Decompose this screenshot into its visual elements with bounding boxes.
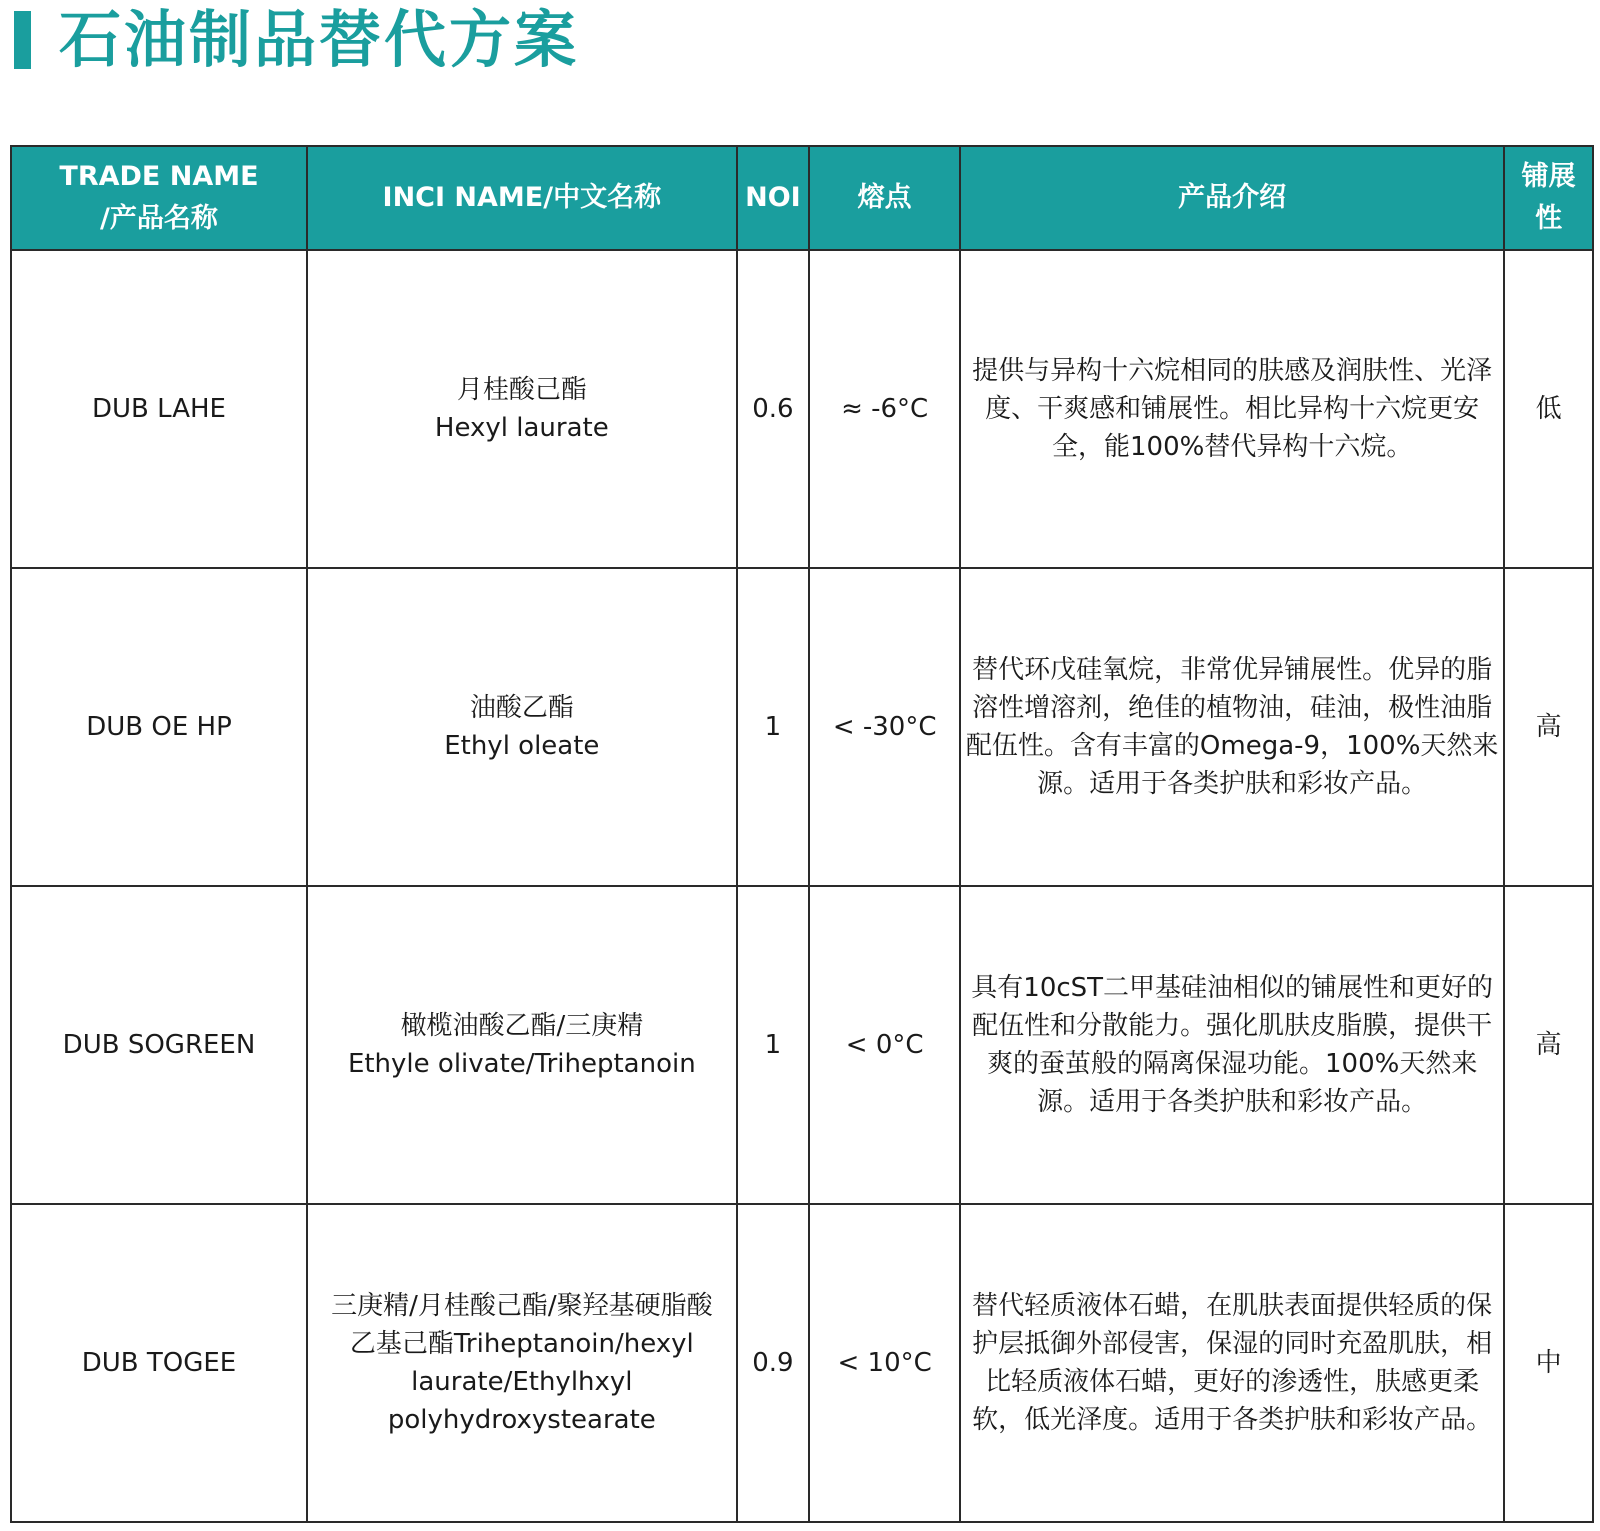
table-row (11, 568, 1593, 886)
cell-noi: 1 (737, 886, 809, 1204)
cell-inci-en: Hexyl laurate (434, 413, 609, 443)
page-header (14, 4, 579, 76)
cell-noi: 0.9 (737, 1204, 809, 1522)
header-spreadability-line1: 铺展 (1521, 161, 1576, 192)
header-description: 产品介绍 (960, 146, 1504, 250)
cell-noi: 1 (737, 568, 809, 886)
cell-melting-point: < 0°C (809, 886, 960, 1204)
cell-inci-name (307, 250, 737, 568)
cell-description: 具有10cST二甲基硅油相似的铺展性和更好的配伍性和分散能力。强化肌肤皮脂膜，提供干爽的蚕茧般的隔离保湿功能。100%天然来源。适用于各类护肤和彩妆产品。 (960, 886, 1504, 1204)
cell-spreadability: 高 (1504, 886, 1593, 1204)
page-title: 石油制品替代方案 (59, 3, 580, 76)
header-noi: NOI (737, 146, 809, 250)
cell-spreadability: 中 (1504, 1204, 1593, 1522)
header-trade-name-line2: /产品名称 (100, 203, 218, 234)
cell-melting-point: ≈ -6°C (809, 250, 960, 568)
cell-melting-point: < -30°C (809, 568, 960, 886)
cell-description: 提供与异构十六烷相同的肤感及润肤性、光泽度、干爽感和铺展性。相比异构十六烷更安全，能100%替代异构十六烷。 (960, 250, 1504, 568)
title-accent-bar (14, 11, 31, 69)
cell-trade-name: DUB OE HP (11, 568, 307, 886)
cell-trade-name: DUB SOGREEN (11, 886, 307, 1204)
cell-trade-name: DUB LAHE (11, 250, 307, 568)
cell-inci-cn: 橄榄油酸乙酯/三庚精 (400, 1011, 644, 1041)
cell-inci-cn: 油酸乙酯 (469, 693, 574, 723)
cell-inci-name (307, 1204, 737, 1522)
cell-trade-name: DUB TOGEE (11, 1204, 307, 1522)
cell-inci-name (307, 886, 737, 1204)
header-trade-name-line1: TRADE NAME (59, 161, 259, 192)
table-row (11, 250, 1593, 568)
header-spreadability-line2: 性 (1535, 203, 1563, 234)
cell-noi: 0.6 (737, 250, 809, 568)
cell-spreadability: 高 (1504, 568, 1593, 886)
table-header-row (11, 146, 1593, 250)
table-row (11, 1204, 1593, 1522)
header-trade-name (11, 146, 307, 250)
product-table (10, 145, 1594, 1523)
cell-description: 替代环戊硅氧烷，非常优异铺展性。优异的脂溶性增溶剂，绝佳的植物油，硅油，极性油脂配伍性。含有丰富的Omega-9，100%天然来源。适用于各类护肤和彩妆产品。 (960, 568, 1504, 886)
cell-inci-en: Ethyle olivate/Triheptanoin (347, 1049, 696, 1079)
cell-melting-point: < 10°C (809, 1204, 960, 1522)
cell-spreadability: 低 (1504, 250, 1593, 568)
header-inci-name: INCI NAME/中文名称 (307, 146, 737, 250)
header-spreadability (1504, 146, 1593, 250)
cell-description: 替代轻质液体石蜡，在肌肤表面提供轻质的保护层抵御外部侵害，保湿的同时充盈肌肤，相比轻质液体石蜡，更好的渗透性，肤感更柔软，低光泽度。适用于各类护肤和彩妆产品。 (960, 1204, 1504, 1522)
cell-inci-cn: 三庚精/月桂酸己酯/聚羟基硬脂酸乙基己酯Triheptanoin/hexyl laurate/Ethylhxyl polyhydroxystearate (331, 1291, 713, 1435)
header-melting-point: 熔点 (809, 146, 960, 250)
cell-inci-en: Ethyl oleate (444, 731, 600, 761)
table-row (11, 886, 1593, 1204)
cell-inci-cn: 月桂酸己酯 (456, 375, 587, 405)
cell-inci-name (307, 568, 737, 886)
